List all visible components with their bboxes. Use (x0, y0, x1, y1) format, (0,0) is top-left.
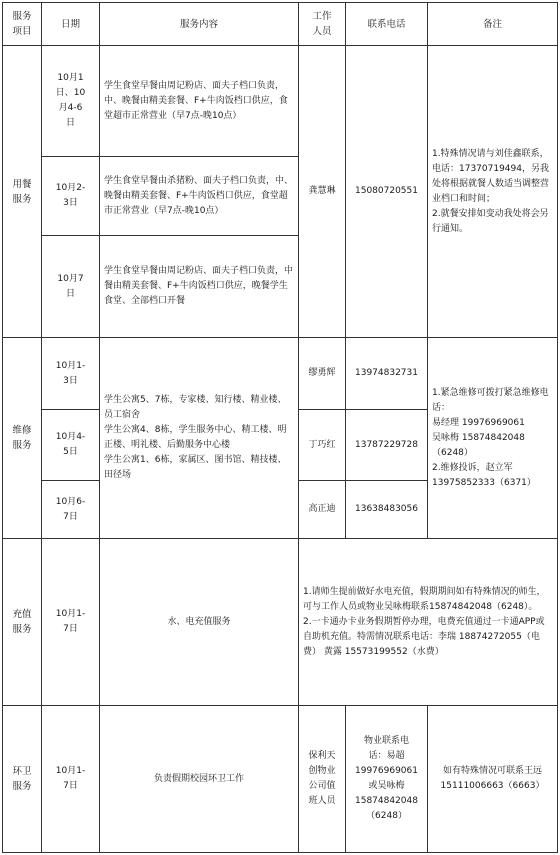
repair-phone-2: 13787229728 (345, 409, 428, 481)
recharge-notes: 1.请师生提前做好水电充值，假期期间如有特殊情况的师生，可与工作人员或物业吴咏梅联系15874842048（6248）。 2.一卡通办卡业务假期暂停办理，电费充值通过一卡通APP或自助机充值。特需情况联系电话：李瑞 18874272055（电费） 黄露 15573199552（水费） (298, 538, 558, 706)
recharge-date: 10月1- 7日 (41, 538, 100, 706)
repair-date-1: 10月1- 3日 (41, 337, 100, 410)
sanitation-phone: 物业联系电 话：易超 19976969061 或吴咏梅 15874842048 （6248） (345, 705, 428, 853)
repair-content: 学生公寓5、7栋，专家楼、知行楼、精业楼、员工宿舍 学生公寓4、8栋，学生服务中心、精工楼、明正楼、明礼楼、后勤服务中心楼 学生公寓1、6栋，家属区、图书馆、精技楼、田径场 (99, 337, 299, 539)
dining-content-3: 学生食堂早餐由周记粉店、面夫子档口负责，中餐由精美套餐、F+牛肉饭档口供应，晚餐学生食堂、全部档口开餐 (99, 235, 299, 338)
repair-date-2: 10月4- 5日 (41, 409, 100, 481)
repair-remarks: 1.紧急维修可拨打紧急维修电话： 易经理 19976969061 吴咏梅 15874842048（6248） 2.维修投诉，赵立军13975852333（6371） (427, 337, 558, 539)
dining-content-2: 学生食堂早餐由杀猪粉、面夫子档口负责，中、晚餐由精美套餐、F+牛肉饭档口供应，食堂超市正常营业（早7点-晚10点） (99, 156, 299, 236)
recharge-category: 充值 服务 (2, 538, 42, 706)
repair-phone-3: 13638483056 (345, 480, 428, 539)
repair-phone-1: 13974832731 (345, 337, 428, 410)
sanitation-content: 负责假期校园环卫工作 (99, 705, 299, 853)
dining-category: 用餐 服务 (2, 45, 42, 338)
sanitation-date: 10月1- 7日 (41, 705, 100, 853)
dining-remarks: 1.特殊情况请与刘佳鑫联系，电话：17370719494，另我处将根据就餐人数适当调整营业档口和时间； 2.就餐安排如变动我处将会另行通知。 (427, 45, 558, 338)
dining-date-3: 10月7 日 (41, 235, 100, 338)
header-category: 服务 项目 (2, 2, 42, 46)
repair-staff-2: 丁巧红 (298, 409, 346, 481)
recharge-content: 水、电充值服务 (99, 538, 299, 706)
sanitation-remarks: 如有特殊情况可联系王远 15111006663（6663） (427, 705, 558, 853)
sanitation-category: 环卫 服务 (2, 705, 42, 853)
header-date: 日期 (41, 2, 100, 46)
dining-date-1: 10月1 日、10 月4-6 日 (41, 45, 100, 157)
sanitation-staff: 保利天 创物业 公司值 班人员 (298, 705, 346, 853)
dining-staff: 龚慧琳 (298, 45, 346, 338)
dining-date-2: 10月2- 3日 (41, 156, 100, 236)
header-content: 服务内容 (99, 2, 299, 46)
repair-date-3: 10月6- 7日 (41, 480, 100, 539)
dining-phone: 15080720551 (345, 45, 428, 338)
repair-staff-3: 高正迪 (298, 480, 346, 539)
dining-content-1: 学生食堂早餐由周记粉店、面夫子档口负责，中、晚餐由精美套餐、F+牛肉饭档口供应，食堂超市正常营业（早7点-晚10点） (99, 45, 299, 157)
header-staff: 工作 人员 (298, 2, 346, 46)
header-phone: 联系电话 (345, 2, 428, 46)
repair-category: 维修 服务 (2, 337, 42, 539)
repair-staff-1: 缪勇辉 (298, 337, 346, 410)
header-remarks: 备注 (427, 2, 558, 46)
